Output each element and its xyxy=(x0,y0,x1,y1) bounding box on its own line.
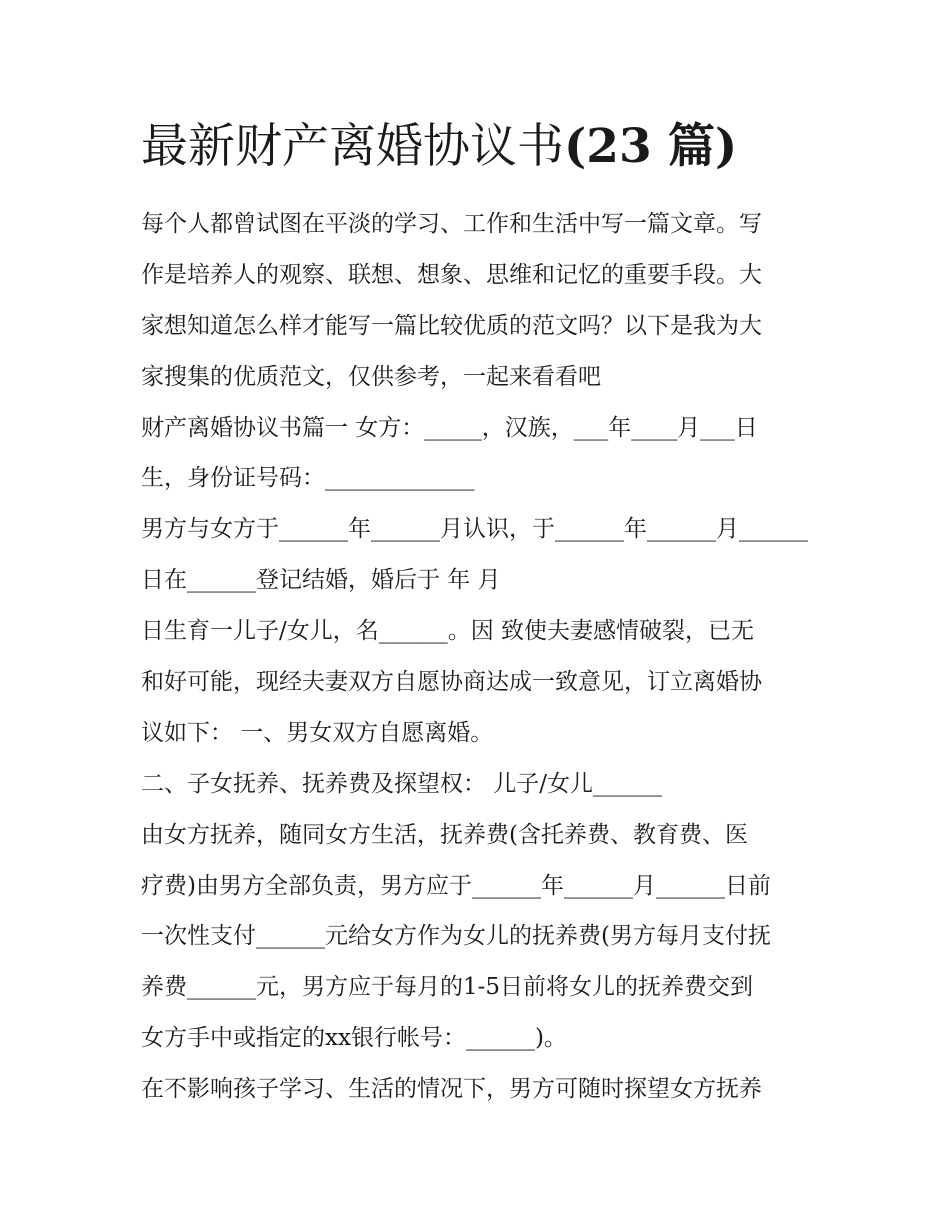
body-line: 日在______登记结婚，婚后于 年 月 xyxy=(141,567,501,594)
body-line: 一次性支付______元给女方作为女儿的抚养费(男方每月支付抚 xyxy=(141,923,771,950)
body-line: 和好可能，现经夫妻双方自愿协商达成一致意见，订立离婚协 xyxy=(141,669,762,696)
page-title xyxy=(141,118,737,176)
body-line: 男方与女方于______年______月认识，于______年______月______ xyxy=(141,516,808,543)
body-line: 在不影响孩子学习、生活的情况下，男方可随时探望女方抚养 xyxy=(141,1076,762,1103)
body-line: 二、子女抚养、抚养费及探望权： 儿子/女儿______ xyxy=(141,770,663,797)
body-line: 议如下： 一、男女双方自愿离婚。 xyxy=(141,719,494,746)
body-line: 作是培养人的观察、联想、想象、思维和记忆的重要手段。大 xyxy=(141,261,762,288)
body-line: 疗费)由男方全部负责，男方应于______年______月______日前 xyxy=(141,872,771,899)
page-title-main: 最新财产离婚协议书 xyxy=(141,119,564,174)
body-line: 每个人都曾试图在平淡的学习、工作和生活中写一篇文章。写 xyxy=(141,211,762,237)
page-title-count: (23 篇) xyxy=(564,119,738,174)
body-line: 日生育一儿子/女儿，名______。因 致使夫妻感情破裂，已无 xyxy=(141,618,755,645)
body-line: 由女方抚养，随同女方生活，抚养费(含托养费、教育费、医 xyxy=(141,821,748,848)
body-line: 家想知道怎么样才能写一篇比较优质的范文吗？以下是我为大 xyxy=(141,312,762,339)
body-line: 女方手中或指定的xx银行帐号：______)。 xyxy=(141,1025,567,1052)
body-line: 家搜集的优质范文，仅供参考，一起来看看吧 xyxy=(141,363,601,390)
body-line: 生，身份证号码：_____________ xyxy=(141,465,475,492)
body-line: 养费______元，男方应于每月的1-5日前将女儿的抚养费交到 xyxy=(141,974,754,1001)
document-body xyxy=(141,199,813,1115)
body-line: 财产离婚协议书篇一 女方：_____，汉族，___年____月___日 xyxy=(141,414,758,441)
